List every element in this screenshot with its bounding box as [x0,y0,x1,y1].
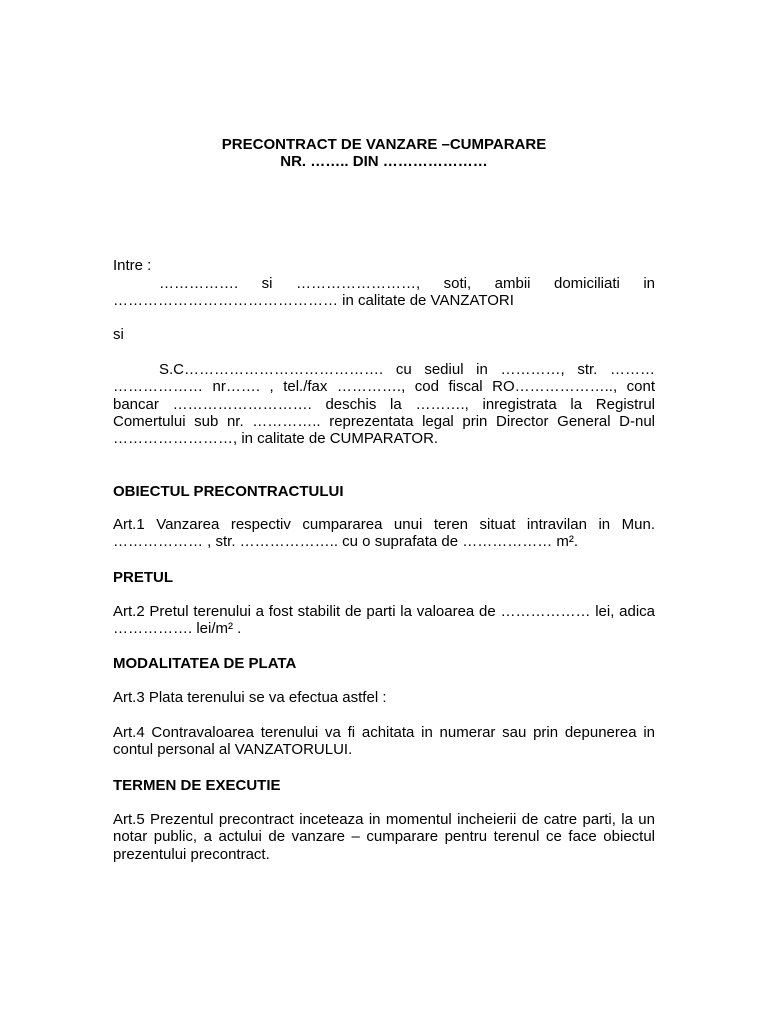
buyer-line: ……………………, in calitate de CUMPARATOR. [113,430,439,447]
article-2 [113,603,655,638]
buyer-paragraph [113,361,655,447]
section-heading-object: OBIECTUL PRECONTRACTULUI [113,483,344,500]
sellers-paragraph [113,275,655,310]
article-line: ……………. lei/m² . [113,620,242,638]
article-line: Art.4 Contravaloarea terenului va fi achitata in numerar sau prin depunerea in [113,724,655,741]
contract-number-line: NR. …….. DIN ………………… [280,153,488,171]
section-heading-price: PRETUL [113,569,173,586]
section-heading-payment: MODALITATEA DE PLATA [113,655,297,672]
document-title: PRECONTRACT DE VANZARE –CUMPARARE [221,136,547,153]
sellers-line: ……………. si ……………………, soti, ambii domiciliati in [159,275,655,292]
sellers-line: ……………………………………… in calitate de VANZATORI [113,292,514,310]
article-line: notar public, a actului de vanzare – cumparare pentru terenul ce face obiectul [113,828,655,846]
section-heading-execution: TERMEN DE EXECUTIE [113,777,281,794]
article-3 [113,689,655,706]
article-line: Art.5 Prezentul precontract inceteaza in momentul incheierii de catre parti, la un [113,811,655,828]
article-line: ……………… , str. ……………….. cu o suprafata de ……………… m². [113,533,579,551]
article-line: Art.3 Plata terenului se va efectua astfel : [113,689,387,706]
buyer-line: ……………… nr……. , tel./fax …………., cod fiscal RO……………….., cont [113,378,655,396]
document-header [113,136,655,171]
article-line: Art.2 Pretul terenului a fost stabilit de parti la valoarea de ……………… lei, adica [113,603,655,620]
article-1 [113,516,655,551]
article-line: Art.1 Vanzarea respectiv cumpararea unui teren situat intravilan in Mun. [113,516,655,533]
article-4 [113,724,655,759]
parties-intro: Intre : [113,257,152,274]
buyer-line: bancar ………………………. deschis la ………., inregistrata la Registrul [113,395,655,413]
article-line: prezentului precontract. [113,845,270,863]
buyer-line: Comertului sub nr. ………….. reprezentata legal prin Director General D-nul [113,412,655,430]
article-line: contul personal al VANZATORULUI. [113,741,353,759]
buyer-line: S.C…………………………………. cu sediul in …………, str. ……… [159,361,655,378]
article-5 [113,811,655,863]
parties-conjunction: si [113,326,124,343]
